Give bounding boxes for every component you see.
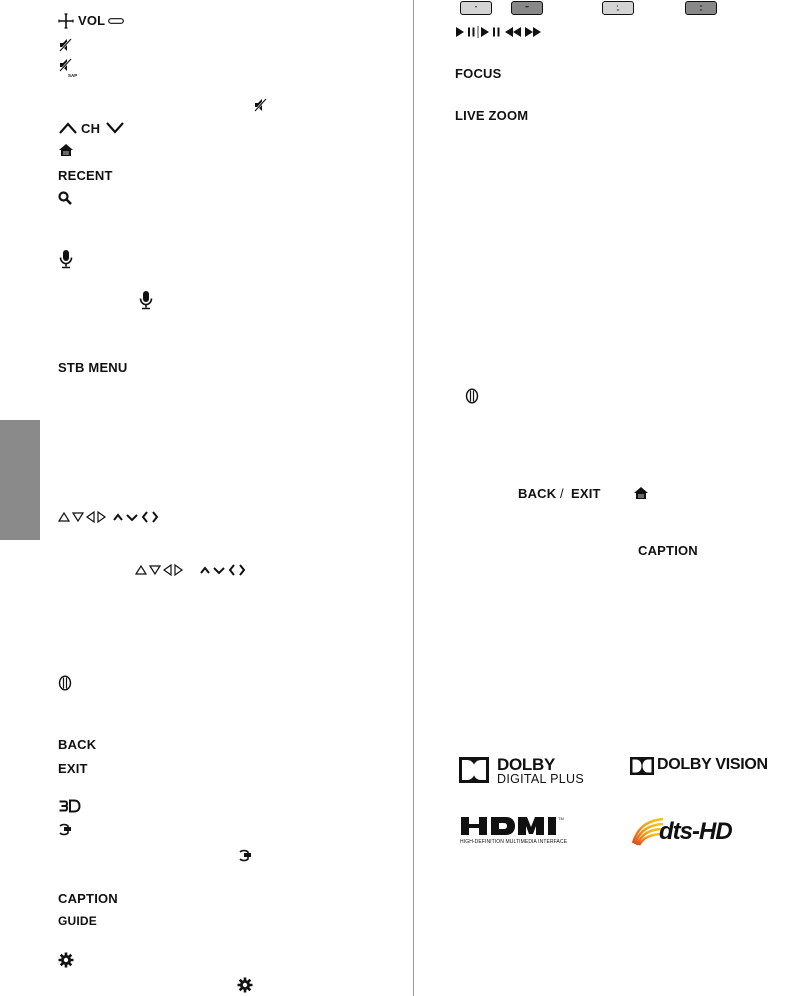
dolby-text: DOLBY <box>497 755 556 774</box>
focus-label: FOCUS <box>455 66 502 81</box>
arrow-outline-icons <box>135 563 263 577</box>
hdmi-logo <box>460 815 580 847</box>
recent-label: RECENT <box>58 168 113 183</box>
home-icon <box>58 143 74 157</box>
vol-label: VOL <box>78 13 106 28</box>
side-tab <box>0 420 40 540</box>
input-icon <box>58 823 74 837</box>
separator-slash: / <box>560 486 564 501</box>
plus-icon <box>58 13 74 29</box>
mute-sap-icon <box>254 98 276 118</box>
dolby-vision-text: DOLBY VISION <box>657 756 768 773</box>
3d-icon <box>58 799 82 813</box>
input-icon <box>238 849 254 863</box>
exit-label: EXIT <box>58 761 88 776</box>
minus-icon <box>108 18 124 24</box>
playback-controls-icons <box>455 25 567 39</box>
hdmi-tagline: HIGH-DEFINITION MULTIMEDIA INTERFACE <box>460 839 568 845</box>
ch-label: CH <box>81 121 101 136</box>
gear-icon <box>58 952 74 968</box>
column-divider <box>413 0 414 996</box>
guide-label: GUIDE <box>58 914 98 928</box>
dts-hd-text: dts-HD <box>659 818 732 845</box>
caption-label: CAPTION <box>58 891 118 906</box>
microphone-icon <box>139 290 153 310</box>
color-button-2: •• <box>511 1 543 15</box>
svg-text:TM: TM <box>558 816 564 821</box>
back-label: BACK <box>518 486 557 501</box>
svg-text:SAP: SAP <box>68 73 78 78</box>
mute-sap-icon <box>59 58 81 78</box>
color-buttons-row <box>445 0 745 16</box>
arrow-outline-icons <box>58 510 186 524</box>
chevron-up-icon <box>58 121 78 135</box>
color-button-3: • •• <box>602 1 634 15</box>
color-button-1: • <box>460 1 492 15</box>
live-zoom-label: LIVE ZOOM <box>455 108 529 123</box>
wheel-icon <box>465 388 479 404</box>
digital-plus-text: DIGITAL PLUS <box>497 772 584 786</box>
chevron-down-icon <box>105 121 125 135</box>
back-label: BACK <box>58 737 97 752</box>
search-icon <box>58 191 72 205</box>
stb-menu-label: STB MENU <box>58 360 128 375</box>
gear-icon <box>237 977 253 993</box>
wheel-icon <box>58 675 72 691</box>
exit-label: EXIT <box>571 486 601 501</box>
dolby-digital-plus-logo <box>459 755 599 787</box>
caption-label: CAPTION <box>638 543 698 558</box>
color-button-4: •• •• <box>685 1 717 15</box>
microphone-icon <box>59 249 73 269</box>
dolby-vision-logo <box>630 756 787 778</box>
home-icon <box>633 486 649 500</box>
mute-icon <box>59 38 72 52</box>
dts-hd-logo <box>629 816 769 848</box>
